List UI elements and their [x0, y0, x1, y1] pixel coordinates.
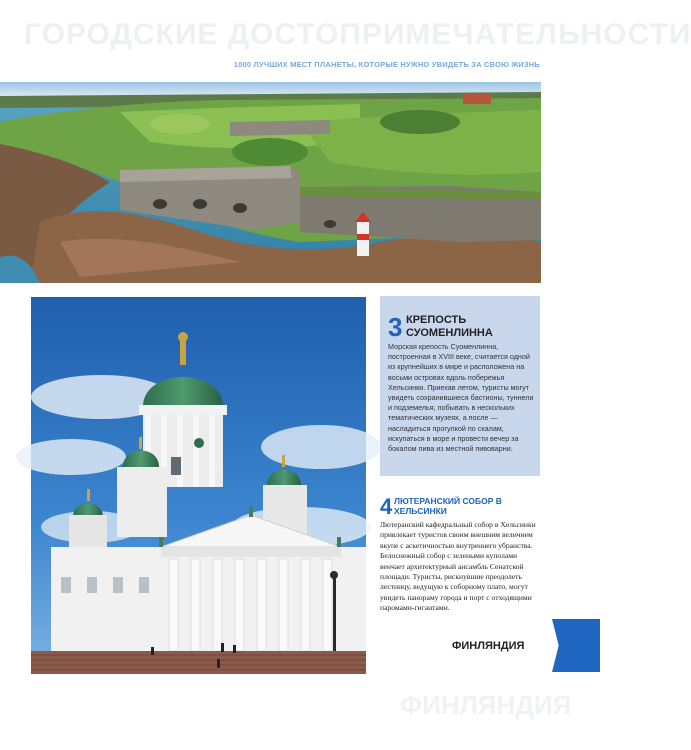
- book-tagline: 1000 ЛУЧШИХ МЕСТ ПЛАНЕТЫ, КОТОРЫЕ НУЖНО УВИДЕТЬ ЗА СВОЮ ЖИЗНЬ: [233, 60, 540, 69]
- suomenlinna-fortress-photo: [0, 82, 541, 283]
- faded-background-footer: ФИНЛЯНДИЯ: [400, 690, 572, 720]
- section-3-title: КРЕПОСТЬ СУОМЕНЛИННА: [406, 314, 493, 339]
- section-3-body: Морская крепость Суоменлинна, построенная в XVIII веке, считается одной из крупнейших в мире и расположена на восьми островах вдоль побережья Хельсинки. Приехав летом, туристы могут увидеть сохранившиеся бастионы, туннели и подземелья, побывать в нескольких тематических музеях, а после — насладиться прогулкой по скалам, искупаться в море и провести вечер за бокалом пива из местной пивоварни.: [388, 342, 534, 454]
- section-3-box: [380, 296, 540, 476]
- chapter-tab-marker: [552, 619, 600, 672]
- faded-background-title: ГОРОДСКИЕ ДОСТОПРИМЕЧАТЕЛЬНОСТИ: [24, 18, 691, 51]
- section-3-number: 3: [388, 312, 403, 342]
- helsinki-cathedral-photo: [31, 297, 366, 674]
- section-4-title: ЛЮТЕРАНСКИЙ СОБОР В ХЕЛЬСИНКИ: [394, 496, 502, 516]
- section-4-number: 4: [380, 494, 393, 519]
- section-4-body: Лютеранский кафедральный собор в Хельсинки привлекает туристов своим внешним величием вкупе с аскетичностью внутреннего убранства. Белоснежный собор с зелеными куполами венчает архитектурный ансамбль Сенатской площади. Туристы, рискнувшие преодолеть лестницу, ведущую к соборному плато, могут увидеть панораму города и порт с отходящими паромами-гигантами.: [380, 520, 536, 613]
- country-label: ФИНЛЯНДИЯ: [452, 640, 525, 652]
